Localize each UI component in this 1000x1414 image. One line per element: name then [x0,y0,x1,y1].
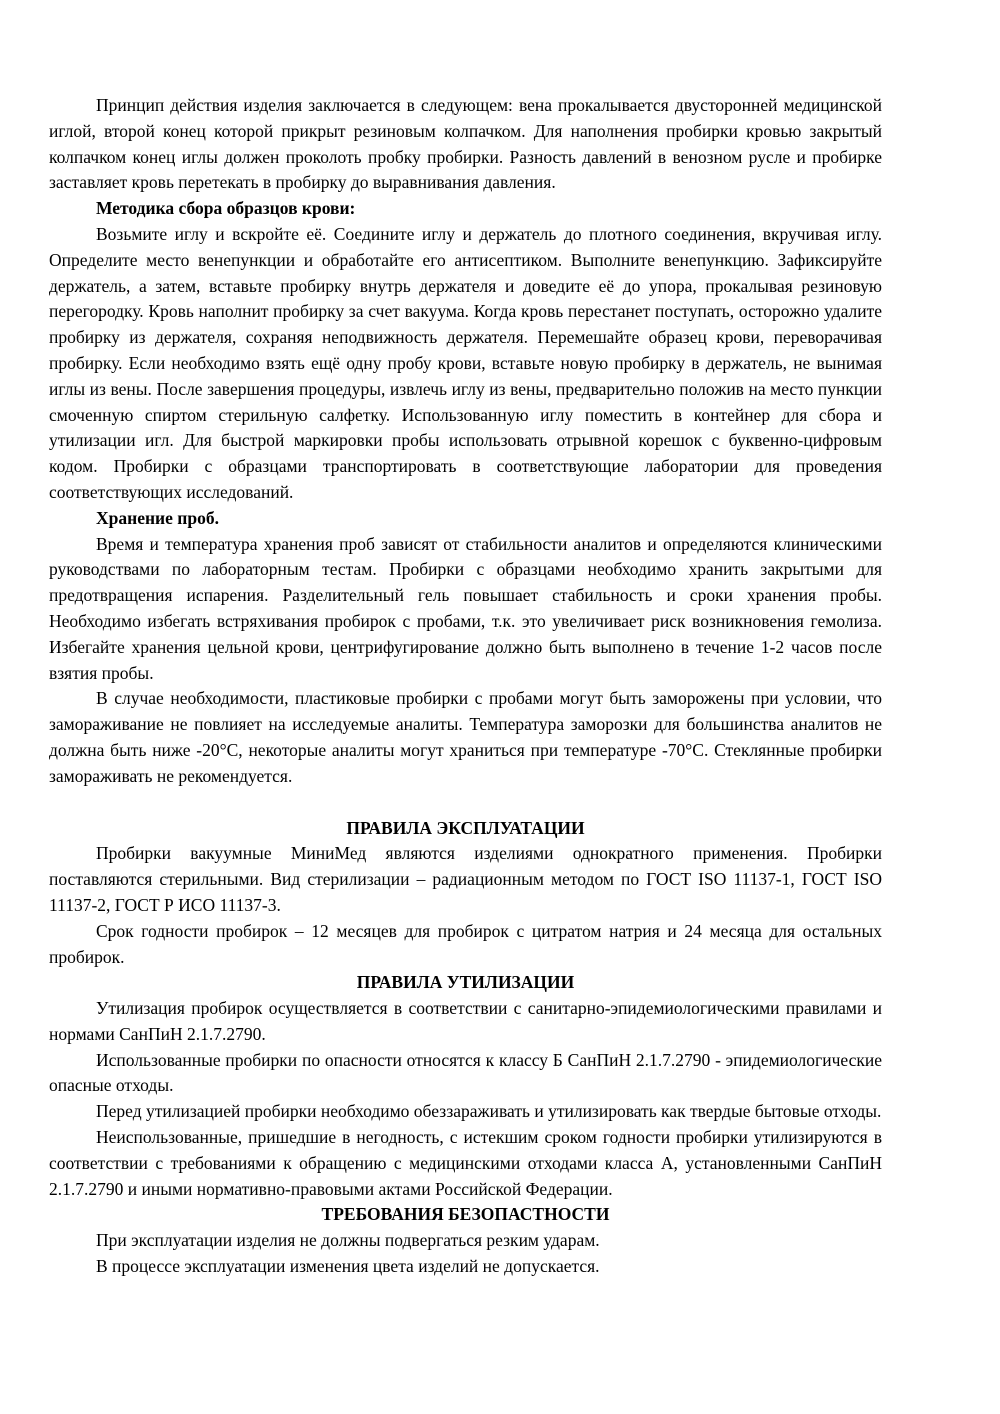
section-heading-operation-rules: ПРАВИЛА ЭКСПЛУАТАЦИИ [346,817,585,838]
paragraph-disposal-sanpin: Утилизация пробирок осуществляется в соответствии с санитарно-эпидемиологическими правилами и нормами СанПиН 2.1.7.2790. [49,998,882,1044]
paragraph-shelf-life: Срок годности пробирок – 12 месяцев для пробирок с цитратом натрия и 24 месяца для остальных пробирок. [49,920,882,967]
heading-blood-collection-method: Методика сбора образцов крови: [96,198,356,219]
heading-sample-storage: Хранение проб. [96,507,219,528]
paragraph-principle: Принцип действия изделия заключается в следующем: вена прокалывается двусторонней медицинской иглой, второй конец которой прикрыт резиновым колпачком. Для наполнения пробирки кровью закрытый колпачком конец иглы должен проколоть пробку пробирки. Разность давлений в венозном русле и пробирке заставляет кровь перетекать в пробирку до выравнивания давления. [49,95,882,193]
paragraph-single-use: Пробирки вакуумные МиниМед являются изделиями однократного применения. Пробирки поставляются стерильными. Вид стерилизации – радиационным методом по ГОСТ ISO 11137-1, ГОСТ ISO 11137-2, ГОСТ Р ИСО 11137-3. [49,843,882,915]
paragraph-no-impacts: При эксплуатации изделия не должны подвергаться резким ударам. [96,1230,600,1251]
paragraph-used-tubes-class: Использованные пробирки по опасности относятся к классу Б СанПиН 2.1.7.2790 - эпидемиологические опасные отходы. [49,1049,882,1096]
paragraph-no-color-change: В процессе эксплуатации изменения цвета изделий не допускается. [96,1256,600,1277]
section-heading-safety-requirements: ТРЕБОВАНИЯ БЕЗОПАСТНОСТИ [321,1204,610,1225]
paragraph-disinfection: Перед утилизацией пробирки необходимо обеззараживать и утилизировать как твердые бытовые отходы. [96,1101,882,1122]
section-heading-disposal-rules: ПРАВИЛА УТИЛИЗАЦИИ [356,972,575,993]
paragraph-freezing: В случае необходимости, пластиковые пробирки с пробами могут быть заморожены при условии, что замораживание не повлияет на исследуемые аналиты. Температура заморозки для большинства аналитов не должна быть ниже -20°С, некоторые аналиты могут храниться при температуре -70°С. Стеклянные пробирки замораживать не рекомендуется. [49,688,882,786]
paragraph-storage-conditions: Время и температура хранения проб зависят от стабильности аналитов и определяются клиническими руководствами по лабораторным тестам. Пробирки с образцами необходимо хранить закрытыми для предотвращения испарения. Разделительный гель повышает стабильность и сроки хранения пробы. Необходимо избегать встряхивания пробирок с пробами, т.к. это увеличивает риск возникновения гемолиза. Избегайте хранения цельной крови, центрифугирование должно быть выполнено в течение 1-2 часов после взятия пробы. [49,533,882,683]
paragraph-collection-procedure: Возьмите иглу и вскройте её. Соедините иглу и держатель до плотного соединения, вкручивая иглу. Определите место венепункции и обработайте его антисептиком. Выполните венепункцию. Зафиксируйте держатель, а затем, вставьте пробирку внутрь держателя и доведите её до упора, прокалывая резиновую перегородку. Кровь наполнит пробирку за счет вакуума. Когда кровь перестанет поступать, осторожно удалите пробирку из держателя, сохраняя неподвижность держателя. Перемешайте образец крови, переворачивая пробирку. Если необходимо взять ещё одну пробу крови, вставьте новую пробирку в держатель, не вынимая иглы из вены. После завершения процедуры, извлечь иглу из вены, предварительно положив на место пункции смоченную спиртом стерильную салфетку. Использованную иглу поместить в контейнер для сбора и утилизации игл. Для быстрой маркировки пробы использовать отрывной корешок с буквенно-цифровым кодом. Пробирки с образцами транспортировать в соответствующие лаборатории для проведения соответствующих исследований. [49,223,882,502]
paragraph-unused-tubes: Неиспользованные, пришедшие в негодность, с истекшим сроком годности пробирки утилизируются в соответствии с требованиями к обращению с медицинскими отходами класса А, установленными СанПиН 2.1.7.2790 и иными нормативно-правовыми актами Российской Федерации. [49,1127,882,1199]
